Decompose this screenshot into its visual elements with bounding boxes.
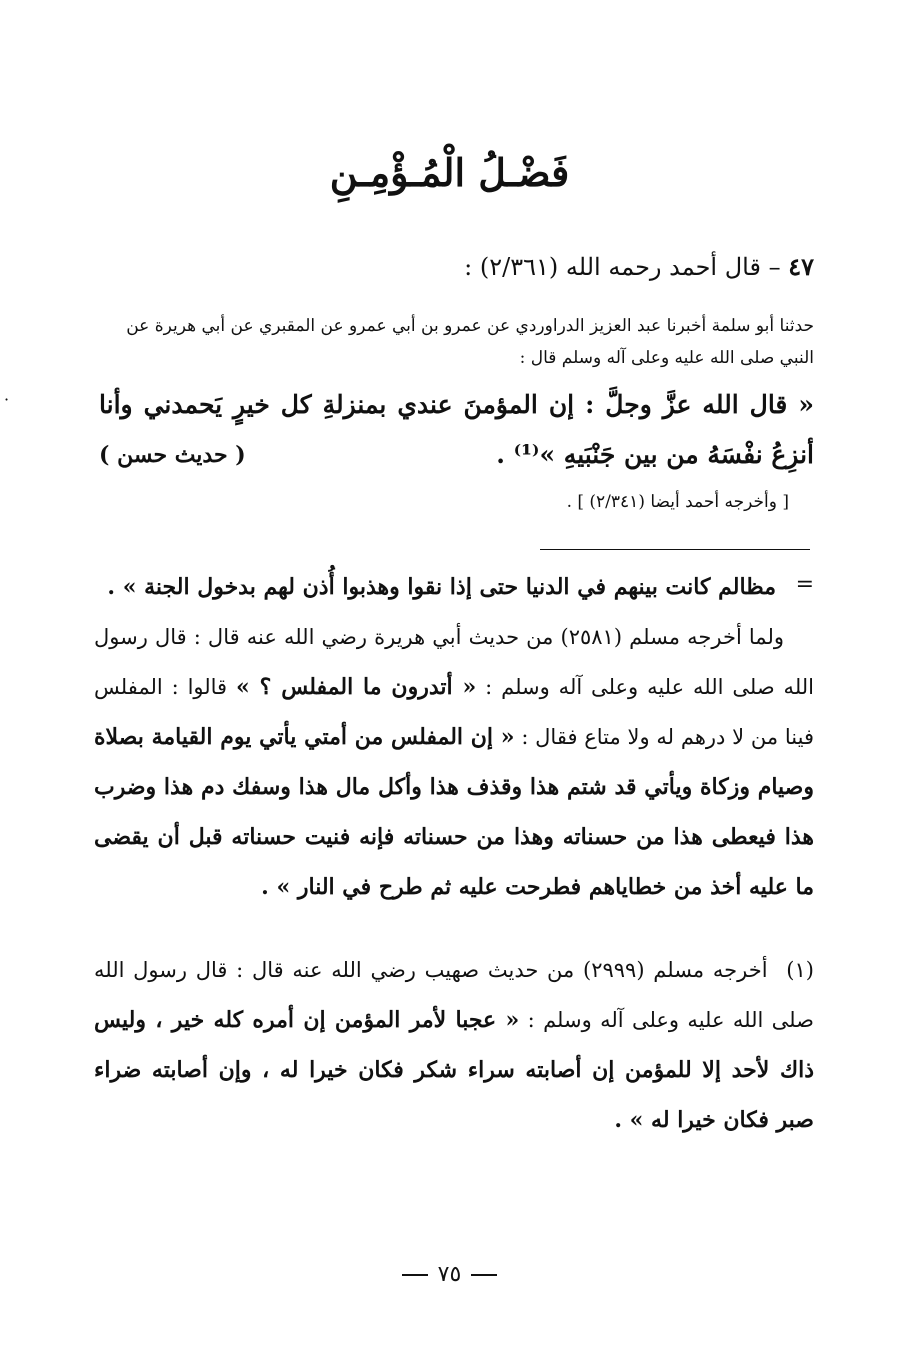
footnote-1-intro: أخرجه مسلم (٢٩٩٩) من حديث صهيب رضي الله عنه قال : قال رسول الله صلى الله عليه وعلى آله وسلم : (94, 958, 814, 1032)
footnote-1-bold: « عجبا لأمر المؤمن إن أمره كله خير ، وليس ذاك لأحد إلا للمؤمن إن أصابته سراء شكر فكان خيرا له ، وإن أصابته ضراء صبر فكان خيرا له » . (94, 1007, 814, 1133)
hadith-number: ٤٧ (788, 252, 814, 281)
page-number: ٧٥ (437, 1262, 462, 1287)
takhrij-note: [ وأخرجه أحمد أيضا (٢/٣٤١) ] . (566, 492, 789, 512)
hadith-grade: ( حديث حسن ) (99, 442, 246, 468)
footnote-p2-mid: قالوا : المفلس فينا من لا درهم له ولا متاع فقال : (94, 675, 815, 749)
matn-block (99, 380, 814, 480)
hadith-heading-text: – قال أحمد رحمه الله (٢/٣٦١) : (464, 253, 781, 281)
page-title: فَضْـلُ الْمُـؤْمِـنِ (329, 150, 570, 195)
footer-dash-right (471, 1274, 497, 1276)
margin-mark: · (4, 390, 10, 409)
footnote-1-marker: (١) (786, 958, 814, 982)
footnote-p2-bold: « إن المفلس من أمتي يأتي يوم القيامة بصلاة وصيام وزكاة ويأتي قد شتم هذا وقذف هذا وأكل مال هذا وسفك دم هذا وضرب هذا فيعطى هذا من حسناته وهذا من حسناته فإنه فنيت حسناته قبل أن يقضى ما عليه أخذ من خطاياهم فطرحت عليه ثم طرح في النار » . (94, 724, 814, 900)
hadith-heading (464, 252, 814, 281)
matn-text: « قال الله عزَّ وجلَّ : إن المؤمنَ عندي بمنزلةِ كل خيرٍ يَحمدني وأنا أنزِعُ نفْسَهُ من بين جَنْبَيهِ »⁽¹⁾ . (99, 390, 814, 469)
page-footer (0, 1262, 899, 1287)
isnad-text: حدثنا أبو سلمة أخبرنا عبد العزيز الدراوردي عن عمرو بن أبي عمرو عن المقبري عن أبي هريرة عن النبي صلى الله عليه وعلى آله وسلم قال : (126, 316, 814, 368)
footnote-1 (94, 945, 814, 1145)
footnote-divider (540, 549, 810, 550)
footnote-continuation-text: مظالم كانت بينهم في الدنيا حتى إذا نقوا وهذبوا أُذن لهم بدخول الجنة » . (107, 574, 776, 600)
continuation-mark: = (795, 572, 814, 597)
footnote-paragraph-2 (94, 612, 814, 912)
footnote-p2-question: « أتدرون ما المفلس ؟ » (236, 674, 477, 700)
footer-dash-left (402, 1274, 428, 1276)
footnote-continuation-block (94, 562, 814, 912)
footnote-p2-intro: ولما أخرجه مسلم (٢٥٨١) من حديث أبي هريرة رضي الله عنه قال : قال رسول الله صلى الله عليه وعلى آله وسلم : (94, 625, 815, 699)
